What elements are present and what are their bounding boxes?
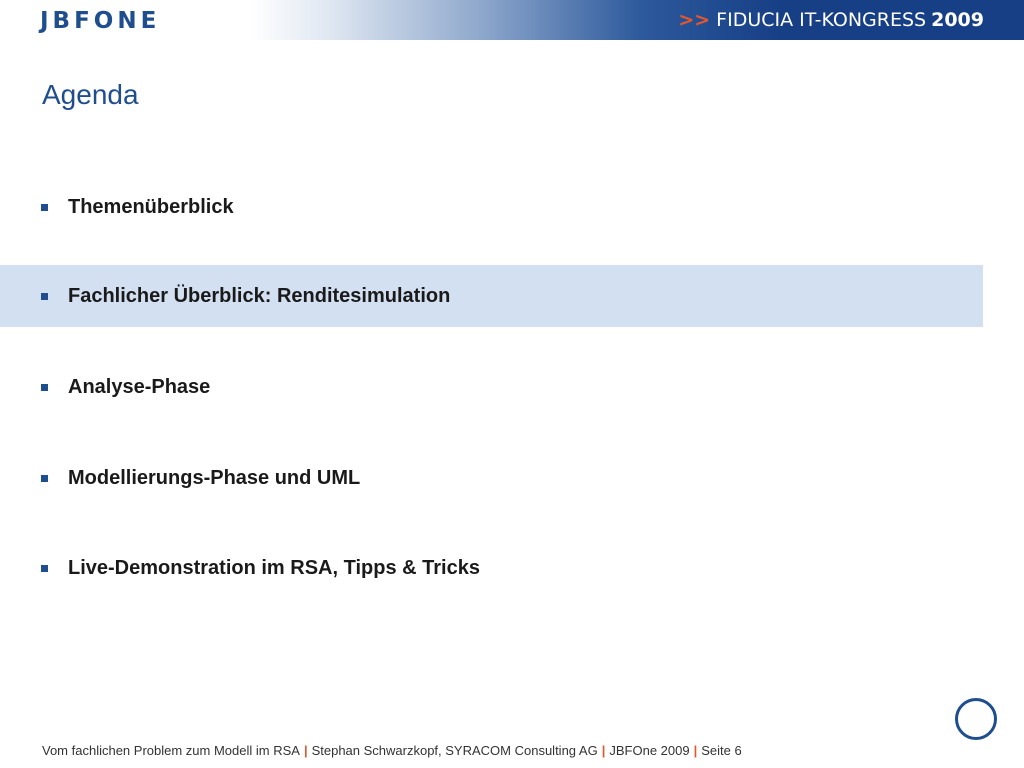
logo [40,8,160,34]
agenda-item-label: Modellierungs-Phase und UML [68,466,361,489]
circle-nav-icon[interactable] [955,698,997,740]
footer-page: Seite 6 [701,743,742,758]
event-name: FIDUCIA IT-KONGRESS [716,9,927,31]
chevron-icon: >> [678,9,711,31]
footer-separator: | [601,743,606,758]
square-bullet-icon [41,565,48,572]
footer-author: Stephan Schwarzkopf, SYRACOM Consulting AG [311,743,598,758]
agenda-item-label: Live-Demonstration im RSA, Tipps & Tricks [68,556,480,579]
footer-separator: | [303,743,308,758]
agenda-item-label: Themenüberblick [68,195,234,218]
agenda-item-live-demonstration[interactable] [0,537,983,599]
footer-event: JBFOne 2009 [609,743,690,758]
footer-separator: | [693,743,698,758]
square-bullet-icon [41,293,48,300]
logo-text: JBFONE [40,8,161,34]
header-band [0,0,1024,40]
footer-topic: Vom fachlichen Problem zum Modell im RSA [42,743,300,758]
square-bullet-icon [41,204,48,211]
event-banner [678,7,984,33]
agenda-item-modellierungs-phase[interactable] [0,447,983,509]
event-year: 2009 [931,9,984,31]
agenda-item-themenueberblick[interactable] [0,176,983,238]
page-title: Agenda [42,79,139,110]
agenda-item-fachlicher-ueberblick[interactable] [0,265,983,327]
footer [42,743,742,759]
agenda-item-analyse-phase[interactable] [0,356,983,418]
square-bullet-icon [41,475,48,482]
agenda-item-label: Analyse-Phase [68,375,211,398]
agenda-item-label: Fachlicher Überblick: Renditesimulation [68,284,451,307]
square-bullet-icon [41,384,48,391]
